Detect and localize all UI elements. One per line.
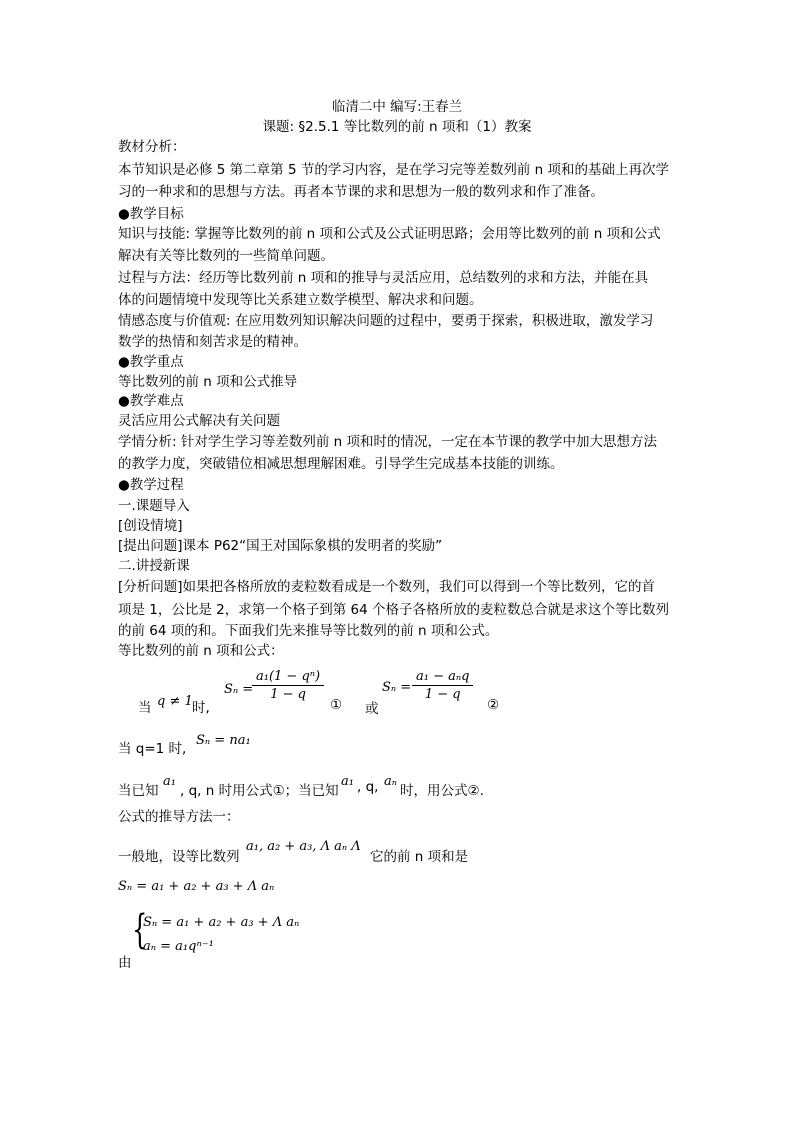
when-label: 当 (138, 700, 152, 716)
circle-two: ② (487, 697, 500, 713)
paragraph: 解决有关等比数列的一些简单问题。 (118, 248, 334, 264)
sum-formula: Sₙ = a₁ + a₂ + a₃ + Λ aₙ (118, 879, 275, 894)
known-text-a: 当已知 (118, 783, 159, 799)
paragraph: 知识与技能: 掌握等比数列的前 n 项和公式及公式证明思路；会用等比数列的前 n 项和公式 (118, 226, 661, 242)
paragraph: 本节知识是必修 5 第二章第 5 节的学习内容，是在学习完等差数列前 n 项和的基础上再次学 (118, 162, 669, 178)
circle-one: ① (330, 697, 343, 713)
paragraph: 习的一种求和的思想与方法。再者本节课的求和思想为一般的数列求和作了准备。 (118, 184, 604, 200)
section-heading: ●教学重点 (118, 354, 184, 370)
shi-label: 时, (192, 700, 210, 716)
paragraph: 一.课题导入 (118, 498, 190, 514)
sequence-expression: a₁, a₂ + a₃, Λ aₙ Λ (246, 839, 361, 854)
system-line-1: Sₙ = a₁ + a₂ + a₃ + Λ aₙ (143, 915, 300, 930)
paragraph: [分析问题]如果把各格所放的麦粒数看成是一个数列，我们可以得到一个等比数列，它的首 (118, 579, 656, 595)
known-text-b: , q, n 时用公式①；当已知 (180, 783, 339, 799)
system-brace: { (132, 907, 148, 953)
paragraph: 学情分析: 针对学生学习等差数列前 n 项和时的情况，一定在本节课的教学中加大思想方法 (118, 434, 657, 450)
page-title: 课题: §2.5.1 等比数列的前 n 项和（1）教案 (262, 119, 532, 135)
paragraph: 的教学力度，突破错位相减思想理解困难。引导学生完成基本技能的训练。 (118, 456, 564, 472)
method-heading: 公式的推导方法一： (118, 809, 240, 825)
section-heading: ●教学难点 (118, 393, 184, 409)
paragraph: 体的问题情境中发现等比关系建立数学模型、解决求和问题。 (118, 292, 483, 308)
formula-1-numerator: a₁(1 − qⁿ) (252, 668, 324, 686)
an-symbol: aₙ (384, 774, 398, 789)
known-text-c: , q, (357, 779, 379, 795)
paragraph: 数学的热情和刻苦求是的精神。 (118, 334, 307, 350)
formula-2-lhs: Sₙ = (382, 680, 412, 695)
paragraph: 等比数列的前 n 项和公式推导 (118, 374, 298, 390)
q-equals-one-text: 当 q=1 时, (118, 741, 187, 757)
paragraph: 情感态度与价值观: 在应用数列知识解决问题的过程中，要勇于探索，积极进取，激发学习 (118, 313, 654, 329)
paragraph: 灵活应用公式解决有关问题 (118, 413, 280, 429)
formula-2-numerator: a₁ − aₙq (412, 668, 473, 686)
paragraph: 的前 64 项的和。下面我们先来推导等比数列的前 n 项和公式。 (118, 623, 499, 639)
known-text-d: 时，用公式②. (400, 783, 484, 799)
paragraph: 过程与方法：经历等比数列前 n 项和的推导与灵活应用，总结数列的求和方法，并能在具 (118, 270, 649, 286)
system-line-2: aₙ = a₁qⁿ⁻¹ (143, 939, 214, 954)
q-condition: q ≠ 1 (157, 694, 193, 709)
paragraph: 教材分析： (118, 139, 186, 155)
formula-1-denominator: 1 − q (270, 687, 306, 702)
paragraph: 二.讲授新课 (118, 558, 190, 574)
or-label: 或 (365, 701, 379, 717)
section-heading: ●教学过程 (118, 477, 184, 493)
paragraph: [提出问题]课本 P62“国王对国际象棋的发明者的奖励” (118, 538, 443, 554)
section-heading: ●教学目标 (118, 206, 184, 222)
paragraph: [创设情境] (118, 518, 183, 534)
a1-symbol: a₁ (341, 774, 354, 789)
formula-2-fraction (412, 668, 473, 703)
formula-1-lhs: Sₙ = (224, 682, 254, 697)
a1-symbol: a₁ (163, 774, 176, 789)
formula-q1: Sₙ = na₁ (196, 733, 251, 748)
formula-2-denominator: 1 − q (424, 687, 461, 702)
formula-1-fraction (252, 668, 324, 703)
general-text-b: 它的前 n 项和是 (370, 849, 469, 865)
you-label: 由 (118, 955, 132, 971)
general-text-a: 一般地，设等比数列 (118, 849, 240, 865)
paragraph: 项是 1，公比是 2，求第一个格子到第 64 个格子各格所放的麦粒数总合就是求这个等比数列 (118, 602, 670, 618)
header-school: 临清二中 编写:王春兰 (331, 99, 463, 115)
paragraph: 等比数列的前 n 项和公式： (118, 643, 284, 659)
